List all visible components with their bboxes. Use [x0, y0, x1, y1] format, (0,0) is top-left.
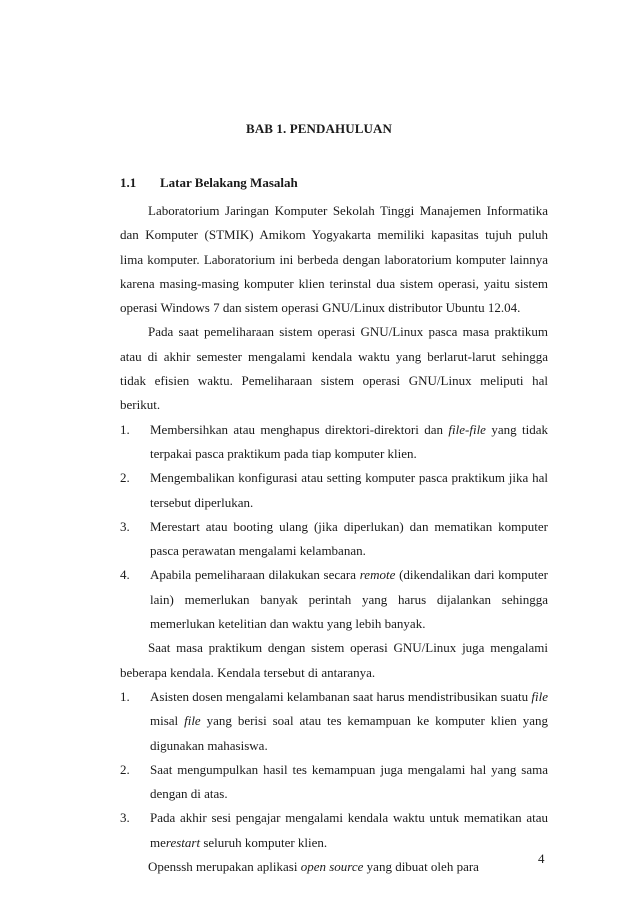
- list-text: Mengembalikan konfigurasi atau setting komputer pasca praktikum jika hal tersebut diperlukan.: [150, 470, 548, 510]
- list-text: Asisten dosen mengalami kelambanan saat harus mendistribusikan suatu file misal file yang berisi soal atau tes kemampuan ke komputer klien yang digunakan mahasiswa.: [150, 688, 548, 753]
- paragraph-3: Saat masa praktikum dengan sistem operasi GNU/Linux juga mengalami beberapa kendala. Kendala tersebut di antaranya.: [120, 640, 548, 680]
- list-number: 3.: [120, 810, 130, 826]
- list-item: [120, 758, 548, 807]
- practicum-issues-list: [120, 685, 548, 855]
- section-title: Latar Belakang Masalah: [160, 175, 298, 190]
- body-text: [120, 199, 548, 879]
- list-text: Saat mengumpulkan hasil tes kemampuan juga mengalami hal yang sama dengan di atas.: [150, 761, 548, 802]
- list-item: [120, 515, 548, 564]
- list-number: 3.: [120, 518, 130, 534]
- maintenance-list: [120, 418, 548, 637]
- list-item: [120, 466, 548, 515]
- list-text: Merestart atau booting ulang (jika diperlukan) dan mematikan komputer pasca perawatan mengalami kelambanan.: [150, 518, 548, 559]
- list-item: [120, 563, 548, 636]
- list-item: [120, 685, 548, 758]
- list-item: [120, 806, 548, 855]
- list-text: Apabila pemeliharaan dilakukan secara remote (dikendalikan dari komputer lain) memerlukan banyak perintah yang harus dijalankan sehingga memerlukan ketelitian dan waktu yang lebih banyak.: [150, 567, 548, 632]
- list-number: 1.: [120, 421, 130, 437]
- section-heading: [120, 175, 298, 191]
- section-number: 1.1: [120, 175, 137, 190]
- list-number: 2.: [120, 761, 130, 777]
- paragraph-2: Pada saat pemeliharaan sistem operasi GNU/Linux pasca masa praktikum atau di akhir semester mengalami kendala waktu yang berlarut-larut sehingga tidak efisien waktu. Pemeliharaan sistem operasi GNU/Linux meliputi hal berikut.: [120, 324, 548, 413]
- list-number: 2.: [120, 470, 130, 486]
- paragraph-1: Laboratorium Jaringan Komputer Sekolah Tinggi Manajemen Informatika dan Komputer (STMIK) Amikom Yogyakarta memiliki kapasitas tujuh puluh lima komputer. Laboratorium ini berbeda dengan laboratorium komputer lainnya karena masing-masing komputer klien terinstal dua sistem operasi, yaitu sistem operasi Windows 7 dan sistem operasi GNU/Linux distributor Ubuntu 12.04.: [120, 203, 548, 316]
- list-number: 4.: [120, 567, 130, 583]
- list-text: Membersihkan atau menghapus direktori-direktori dan file-file yang tidak terpakai pasca praktikum pada tiap komputer klien.: [150, 421, 548, 461]
- list-text: Pada akhir sesi pengajar mengalami kendala waktu untuk mematikan atau merestart seluruh komputer klien.: [150, 810, 548, 850]
- chapter-title: BAB 1. PENDAHULUAN: [246, 121, 392, 136]
- page-number: 4: [538, 851, 545, 866]
- list-number: 1.: [120, 688, 130, 704]
- list-item: [120, 418, 548, 467]
- paragraph-4: Openssh merupakan aplikasi open source yang dibuat oleh para: [148, 859, 479, 875]
